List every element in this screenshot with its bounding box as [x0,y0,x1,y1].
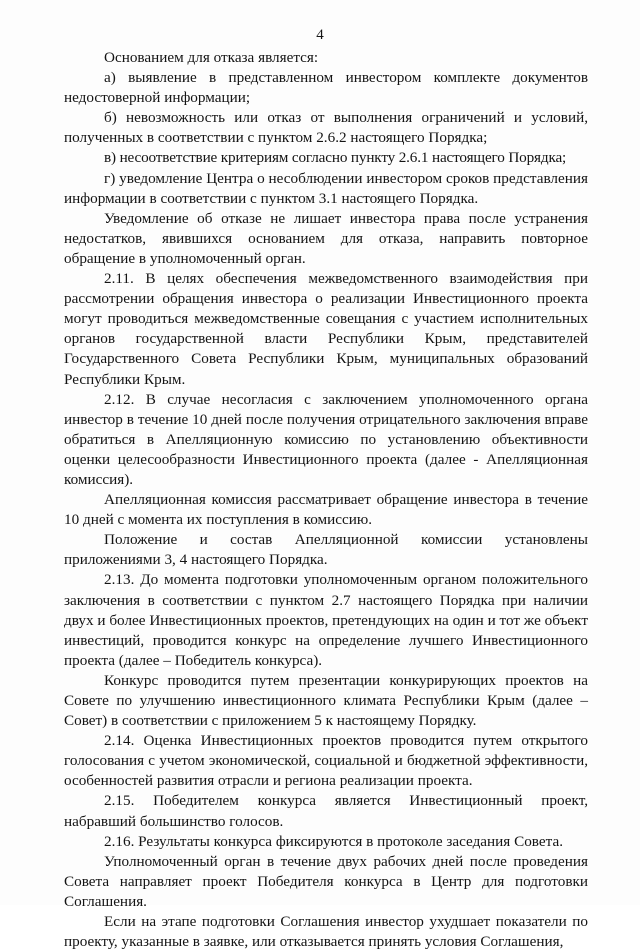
paragraph-appeal-composition: Положение и состав Апелляционной комиссии установлены приложениями 3, 4 настоящего Порядка. [64,531,588,569]
page-number: 4 [316,27,324,43]
paragraph-authorized-body: Уполномоченный орган в течение двух рабочих дней после проведения Совета направляет проект Победителя конкурса в Центр для подготовки Соглашения. [64,852,588,910]
paragraph-2-15: 2.15. Победителем конкурса является Инвестиционный проект, набравший большинство голосов. [64,792,588,830]
paragraph-2-14: 2.14. Оценка Инвестиционных проектов проводится путем открытого голосования с учетом экономической, социальной и бюджетной эффективности, особенностей развития отрасли и региона реализации проекта. [64,732,588,790]
paragraph-item-v: в) несоответствие критериям согласно пункту 2.6.1 настоящего Порядка; [104,149,567,167]
paragraph-refusal-notice: Уведомление об отказе не лишает инвестора права после устранения недостатков, явившихся основанием для отказа, направить повторное обращение в уполномоченный орган. [64,209,588,267]
paragraph-2-13: 2.13. До момента подготовки уполномоченным органом положительного заключения в соответствии с пунктом 2.7 настоящего Порядка при наличии двух и более Инвестиционных проектов, претендующих на один и тот же объект инвестиций, проводится конкурс на определение лучшего Инвестиционного проекта (далее – Победитель конкурса). [64,571,588,669]
paragraph-2-11: 2.11. В целях обеспечения межведомственного взаимодействия при рассмотрении обращения инвестора о реализации Инвестиционного проекта могут проводиться межведомственные совещания с участием исполнительных органов государственной власти Республики Крым, представителей Государственного Совета Республики Крым, муниципальных образований Республики Крым. [64,270,588,388]
paragraph-agreement-preparation: Если на этапе подготовки Соглашения инвестор ухудшает показатели по проекту, указанные в заявке, или отказывается принять условия Соглашения, [64,913,588,951]
paragraph-item-g: г) уведомление Центра о несоблюдении инвестором сроков представления информации в соответствии с пунктом 3.1 настоящего Порядка. [64,169,588,207]
paragraph-item-b: б) невозможность или отказ от выполнения ограничений и условий, полученных в соответствии с пунктом 2.6.2 настоящего Порядка; [64,109,588,147]
paragraph-2-12: 2.12. В случае несогласия с заключением уполномоченного органа инвестор в течение 10 дней после получения отрицательного заключения вправе обратиться в Апелляционную комиссию по установлению объективности оценки целесообразности Инвестиционного проекта (далее - Апелляционная комиссия). [64,390,588,488]
paragraph-2-16: 2.16. Результаты конкурса фиксируются в протоколе заседания Совета. [104,832,563,850]
paragraph-appeal-term: Апелляционная комиссия рассматривает обращение инвестора в течение 10 дней с момента их поступления в комиссию. [64,491,588,529]
paragraph-contest: Конкурс проводится путем презентации конкурирующих проектов на Совете по улучшению инвестиционного климата Республики Крым (далее – Совет) в соответствии с приложением 5 к настоящему Порядку. [64,671,588,730]
paragraph-item-a: а) выявление в представленном инвестором комплекте документов недостоверной информации; [64,69,588,107]
document-body [64,48,588,952]
paragraph-refusal-grounds: Основанием для отказа является: [104,49,319,66]
